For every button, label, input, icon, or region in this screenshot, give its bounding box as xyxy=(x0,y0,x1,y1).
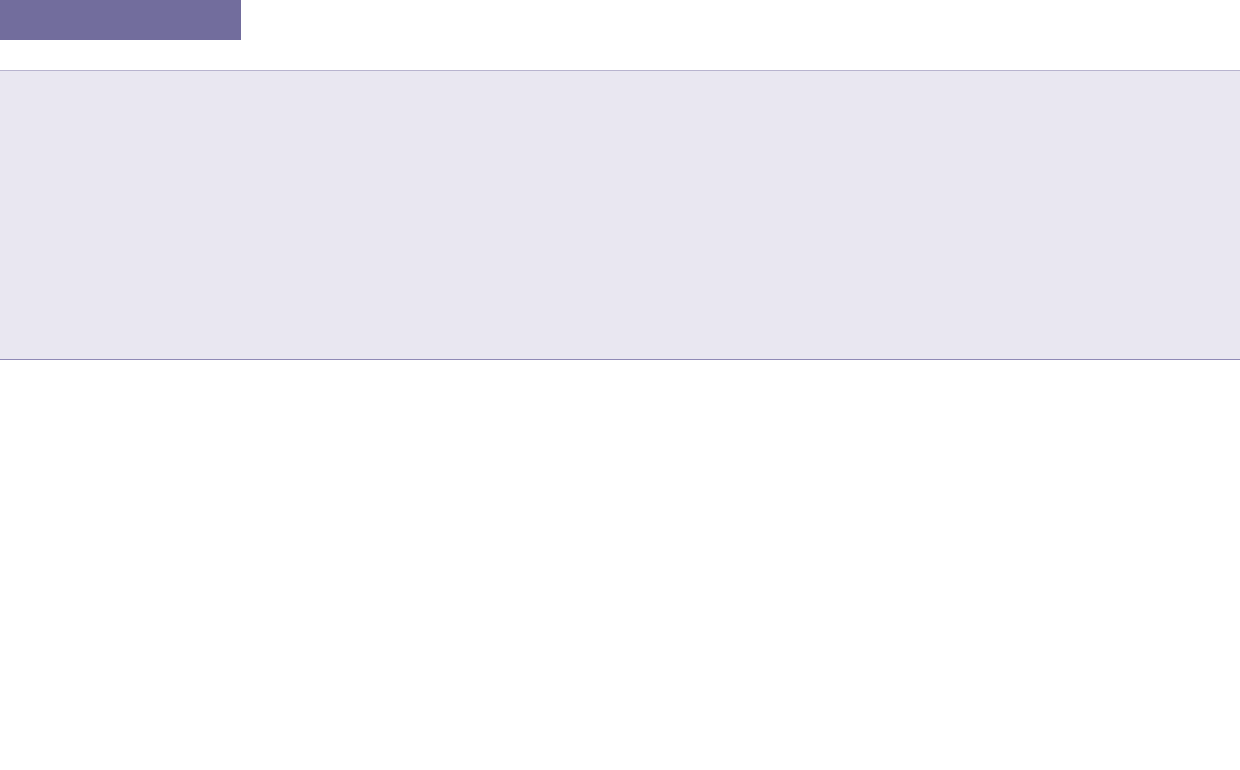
year-header-row xyxy=(0,70,1240,360)
curriculum-tag xyxy=(0,0,241,40)
